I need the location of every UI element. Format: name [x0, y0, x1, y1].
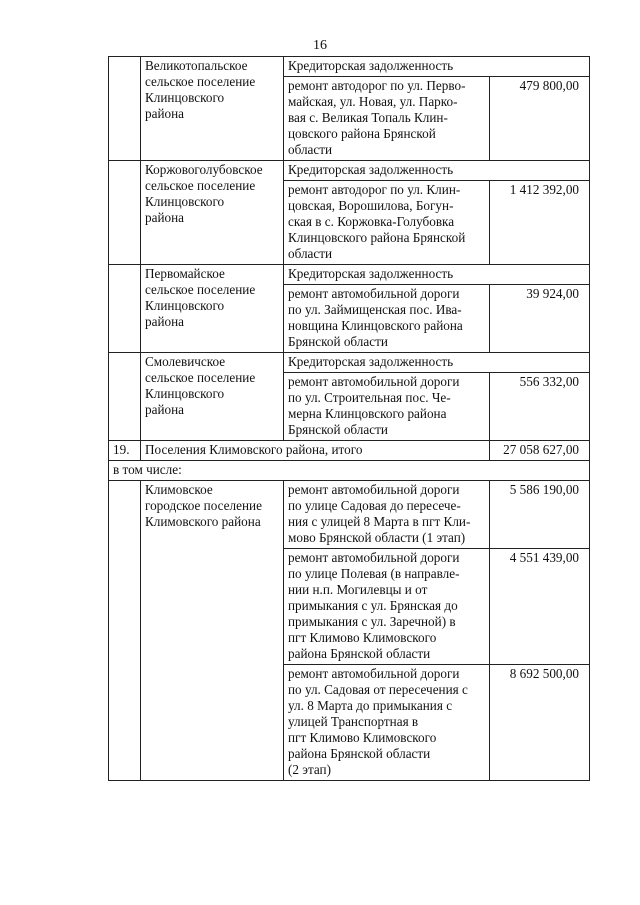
settlement-name: Первомайское сельское поселение Клинцовского района [141, 265, 284, 353]
work-description: ремонт автодорог по ул. Перво- майская, ул. Новая, ул. Парко- вая с. Великая Топаль Клин- цовского района Брянской области [284, 77, 490, 161]
amount-value: 8 692 500,00 [490, 665, 590, 781]
table-row [109, 481, 590, 549]
table-row [109, 57, 590, 77]
amount-value: 39 924,00 [490, 285, 590, 353]
amount-value: 4 551 439,00 [490, 549, 590, 665]
total-label: Поселения Климовского района, итого [141, 441, 490, 461]
row-number: 19. [109, 441, 141, 461]
amount-value: 1 412 392,00 [490, 181, 590, 265]
settlement-name: Коржовоголубовское сельское поселение Клинцовского района [141, 161, 284, 265]
table-row [109, 161, 590, 181]
work-description: ремонт автомобильной дороги по ул. Строительная пос. Че- мерна Клинцовского района Брянской области [284, 373, 490, 441]
total-row [109, 441, 590, 461]
total-amount: 27 058 627,00 [490, 441, 590, 461]
work-description: ремонт автомобильной дороги по улице Полевая (в направле- нии н.п. Могилевцы и от примыкания с ул. Брянская до примыкания с ул. Заречной) в пгт Климово Климовского района Брянской области [284, 549, 490, 665]
work-description: ремонт автомобильной дороги по ул. Займищенская пос. Ива- новщина Клинцовского района Брянской области [284, 285, 490, 353]
amount-value: 479 800,00 [490, 77, 590, 161]
including-label: в том числе: [109, 461, 590, 481]
work-description: ремонт автомобильной дороги по улице Садовая до пересече- ния с улицей 8 Марта в пгт Кли- мово Брянской области (1 этап) [284, 481, 490, 549]
settlement-name: Великотопальское сельское поселение Клинцовского района [141, 57, 284, 161]
number-cell [109, 353, 141, 441]
number-cell [109, 57, 141, 161]
number-cell [109, 265, 141, 353]
work-description: ремонт автодорог по ул. Клин- цовская, Ворошилова, Богун- ская в с. Коржовка-Голубовка Клинцовского района Брянской области [284, 181, 490, 265]
table-row [109, 265, 590, 285]
section-header: Кредиторская задолженность [284, 353, 590, 373]
section-header: Кредиторская задолженность [284, 265, 590, 285]
section-header: Кредиторская задолженность [284, 161, 590, 181]
number-cell [109, 481, 141, 781]
settlement-name: Климовское городское поселение Климовского района [141, 481, 284, 781]
subheading-row [109, 461, 590, 481]
section-header: Кредиторская задолженность [284, 57, 590, 77]
table-row [109, 353, 590, 373]
page-number: 16 [313, 38, 327, 53]
amount-value: 556 332,00 [490, 373, 590, 441]
work-description: ремонт автомобильной дороги по ул. Садовая от пересечения с ул. 8 Марта до примыкания с улицей Транспортная в пгт Климово Климовского района Брянской области (2 этап) [284, 665, 490, 781]
budget-table [108, 56, 590, 781]
settlement-name: Смолевичское сельское поселение Клинцовского района [141, 353, 284, 441]
number-cell [109, 161, 141, 265]
amount-value: 5 586 190,00 [490, 481, 590, 549]
